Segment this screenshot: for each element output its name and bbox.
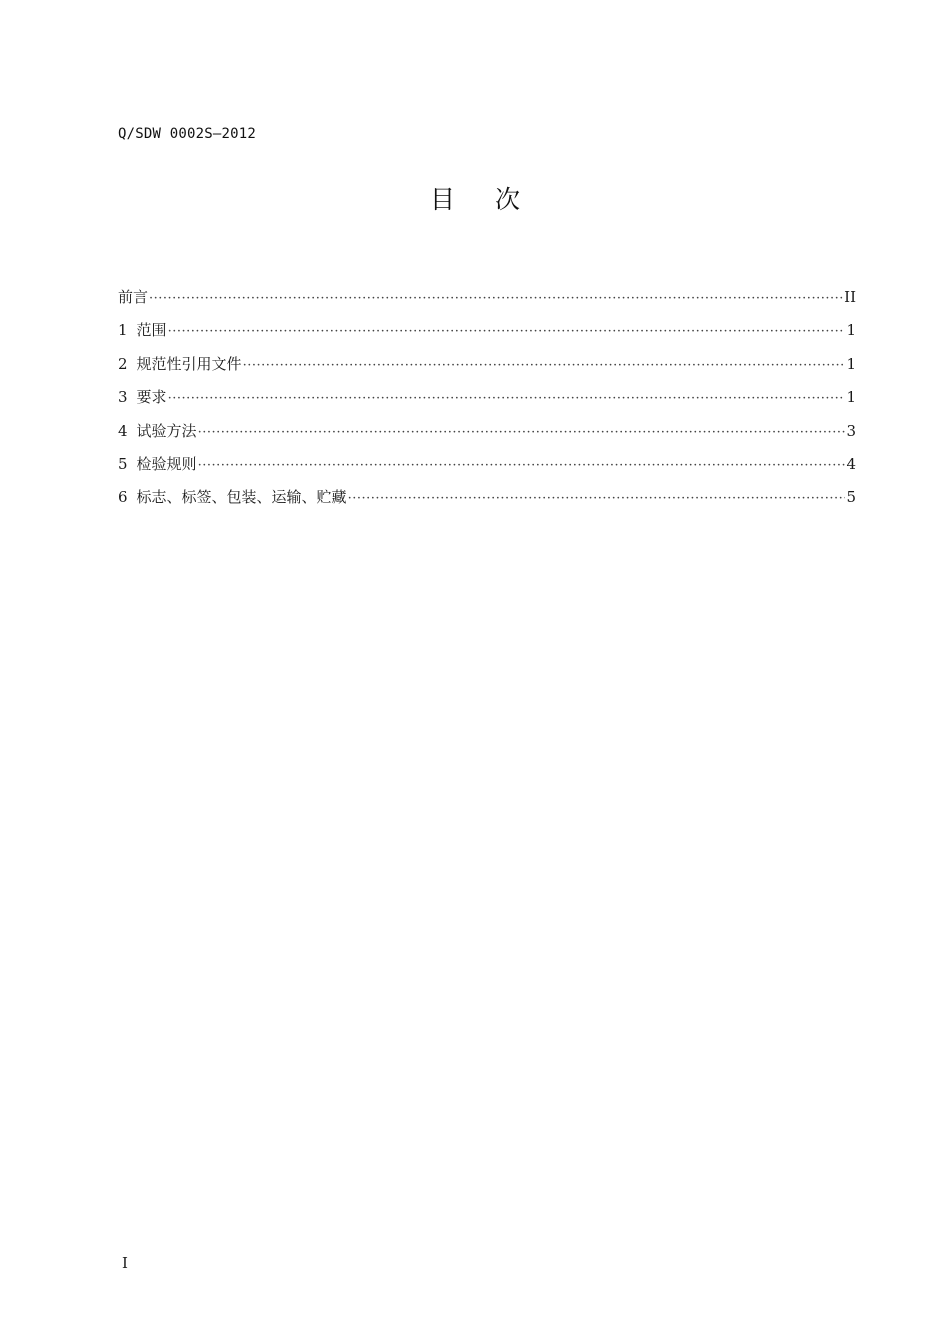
toc-entry-page: 1 bbox=[846, 321, 856, 340]
toc-entry-page: 3 bbox=[846, 421, 856, 440]
toc-entry-foreword[interactable] bbox=[118, 286, 856, 319]
table-of-contents bbox=[118, 286, 856, 520]
toc-entry-page: 1 bbox=[846, 354, 856, 373]
standard-code: Q/SDW 0002S—2012 bbox=[118, 126, 257, 142]
toc-entry-label: 范围 bbox=[136, 321, 167, 340]
toc-entry-label: 要求 bbox=[136, 388, 167, 407]
toc-entry-page: 5 bbox=[846, 488, 856, 507]
toc-entry-requirements[interactable] bbox=[118, 386, 856, 419]
toc-entry-inspection-rules[interactable] bbox=[118, 453, 856, 486]
toc-dot-leader bbox=[149, 288, 843, 310]
toc-entry-marking-packaging[interactable] bbox=[118, 486, 856, 519]
toc-entry-number: 1 bbox=[118, 321, 128, 340]
toc-dot-leader bbox=[243, 355, 846, 377]
toc-entry-label: 前言 bbox=[118, 288, 149, 306]
toc-entry-label: 检验规则 bbox=[136, 454, 197, 473]
toc-entry-normative-references[interactable] bbox=[118, 353, 856, 386]
toc-entry-page: 1 bbox=[846, 388, 856, 407]
toc-entry-label: 试验方法 bbox=[136, 421, 197, 440]
toc-entry-number: 5 bbox=[118, 454, 128, 473]
toc-entry-number: 6 bbox=[118, 488, 128, 507]
toc-entry-number: 4 bbox=[118, 421, 128, 440]
toc-entry-number: 2 bbox=[118, 354, 128, 373]
page-title: 目次 bbox=[429, 185, 560, 214]
toc-dot-leader bbox=[168, 388, 846, 410]
toc-entry-number: 3 bbox=[118, 388, 128, 407]
toc-entry-test-methods[interactable] bbox=[118, 420, 856, 453]
toc-entry-page: 4 bbox=[846, 454, 856, 473]
toc-dot-leader bbox=[198, 455, 846, 477]
toc-entry-page: II bbox=[844, 288, 856, 306]
toc-dot-leader bbox=[348, 488, 846, 510]
toc-dot-leader bbox=[168, 321, 846, 343]
page-number: I bbox=[122, 1254, 128, 1272]
toc-dot-leader bbox=[198, 422, 846, 444]
toc-entry-label: 规范性引用文件 bbox=[136, 354, 242, 373]
toc-entry-scope[interactable] bbox=[118, 319, 856, 352]
toc-entry-label: 标志、标签、包装、运输、贮藏 bbox=[136, 488, 347, 507]
